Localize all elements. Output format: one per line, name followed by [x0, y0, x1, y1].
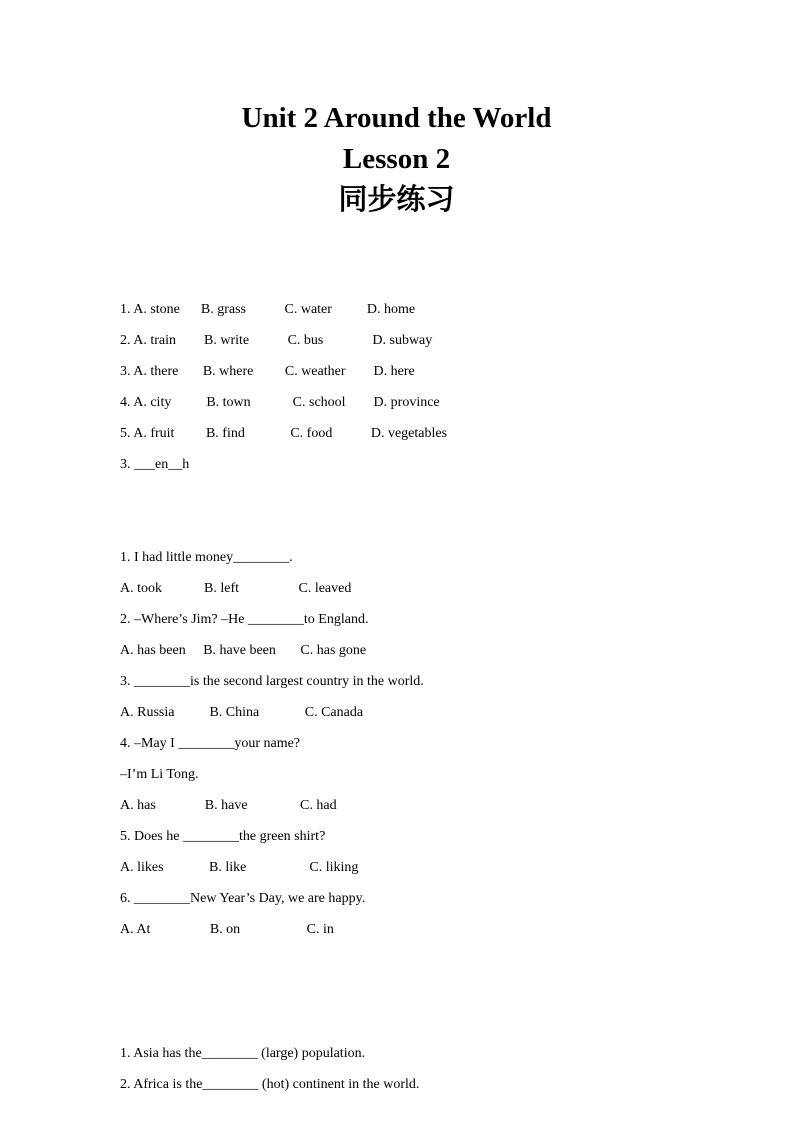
exercise2-line: 5. Does he ________the green shirt? — [120, 829, 326, 844]
exercise2-line: A. likes B. like C. liking — [120, 860, 359, 875]
title-subtitle-chinese: 同步练习 — [338, 184, 455, 216]
exercise1-line: 3. ___en__h — [120, 457, 190, 472]
exercise2-line: A. has B. have C. had — [120, 798, 337, 813]
exercise2-line: –I’m Li Tong. — [120, 767, 199, 782]
exercise2-line: A. Russia B. China C. Canada — [120, 705, 364, 720]
exercise2-line: 3. ________is the second largest country in the world. — [120, 674, 424, 689]
exercise2-line: 1. I had little money________. — [120, 550, 293, 565]
exercise2-line: 2. –Where’s Jim? –He ________to England. — [120, 612, 369, 627]
title-unit: Unit 2 Around the World — [241, 102, 552, 134]
exercise3-line: 2. Africa is the________ (hot) continent in the world. — [120, 1077, 420, 1092]
exercise2-line: A. At B. on C. in — [120, 922, 334, 937]
exercise1-line: 5. A. fruit B. find C. food D. vegetables — [120, 426, 448, 441]
exercise1-line: 2. A. train B. write C. bus D. subway — [120, 333, 433, 348]
exercise1-line: 1. A. stone B. grass C. water D. home — [120, 302, 416, 317]
title-lesson: Lesson 2 — [342, 143, 451, 175]
exercise1-line: 3. A. there B. where C. weather D. here — [120, 364, 415, 379]
exercise2-line: A. has been B. have been C. has gone — [120, 643, 367, 658]
exercise-2-multiple-choice — [120, 542, 733, 945]
exercise-3-fill-in-blanks — [120, 1038, 733, 1100]
exercise2-line: A. took B. left C. leaved — [120, 581, 352, 596]
exercise-1-vocabulary-choices — [120, 294, 733, 480]
exercise1-line: 4. A. city B. town C. school D. province — [120, 395, 440, 410]
exercise3-line: 1. Asia has the________ (large) population. — [120, 1046, 366, 1061]
exercise2-line: 4. –May I ________your name? — [120, 736, 301, 751]
exercise2-line: 6. ________New Year’s Day, we are happy. — [120, 891, 366, 906]
document-title — [0, 0, 793, 221]
